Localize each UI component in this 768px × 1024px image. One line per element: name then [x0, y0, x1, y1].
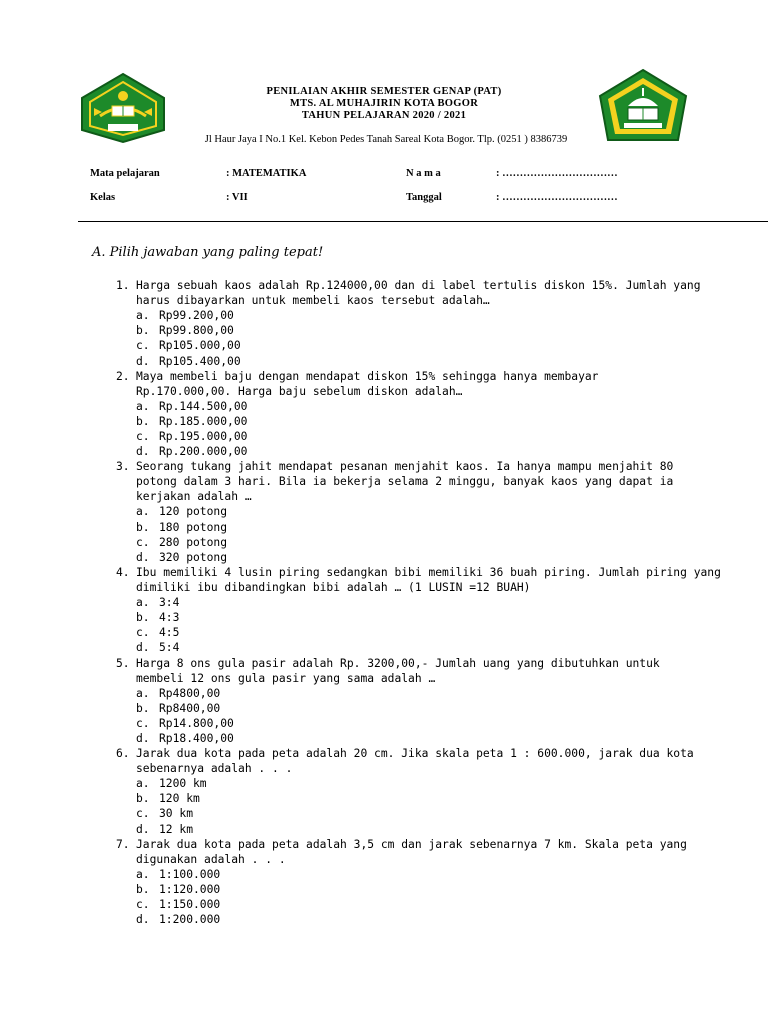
- option-text: Rp.195.000,00: [159, 429, 248, 443]
- kemenag-logo: [78, 72, 168, 144]
- option-text: Rp99.800,00: [159, 324, 234, 338]
- question-text: membeli 12 ons gula pasir yang sama adalah …: [136, 671, 436, 685]
- option-letter: c.: [136, 339, 150, 353]
- date-label: Tanggal: [406, 192, 442, 203]
- option-text: 1:120.000: [159, 882, 221, 896]
- option-text: 320 potong: [159, 550, 228, 564]
- option-text: Rp18.400,00: [159, 732, 234, 745]
- question-text: Jarak dua kota pada peta adalah 20 cm. Jika skala peta 1 : 600.000, jarak dua kota: [136, 747, 694, 761]
- name-label: N a m a: [406, 168, 441, 179]
- subject-label: Mata pelajaran: [90, 168, 160, 179]
- option-letter: d.: [136, 913, 150, 927]
- question-text: Rp.170.000,00. Harga baju sebelum diskon adalah…: [136, 384, 463, 398]
- option-letter: c.: [136, 535, 150, 549]
- date-field[interactable]: : ……………………………: [496, 192, 618, 203]
- option-letter: d.: [136, 445, 150, 459]
- option-letter: b.: [136, 324, 150, 338]
- madrasah-logo: [598, 68, 688, 144]
- class-label: Kelas: [90, 192, 116, 203]
- option-text: 30 km: [159, 807, 194, 821]
- option-text: 1:150.000: [159, 898, 221, 912]
- option-text: Rp14.800,00: [159, 716, 234, 730]
- option-letter: d.: [136, 550, 150, 564]
- option-letter: c.: [136, 898, 150, 912]
- option-text: 1:200.000: [159, 913, 221, 927]
- question-text: Harga 8 ons gula pasir adalah Rp. 3200,00,- Jumlah uang yang dibutuhkan untuk: [136, 656, 660, 670]
- question-number: 5.: [116, 656, 130, 670]
- school-address: Jl Haur Jaya I No.1 Kel. Kebon Pedes Tanah Sareal Kota Bogor. Tlp. (0251 ) 8386739: [204, 134, 568, 145]
- section-heading: A. Pilih jawaban yang paling tepat!: [92, 245, 324, 260]
- school-name: MTS. AL MUHAJIRIN KOTA BOGOR: [289, 98, 479, 109]
- question-number: 3.: [116, 460, 130, 474]
- option-text: 120 potong: [159, 505, 228, 519]
- option-letter: c.: [136, 626, 150, 640]
- option-text: Rp.144.500,00: [159, 399, 248, 413]
- exam-title: PENILAIAN AKHIR SEMESTER GENAP (PAT): [266, 86, 502, 97]
- option-letter: b.: [136, 882, 150, 896]
- question-text: harus dibayarkan untuk membeli kaos tersebut adalah…: [136, 294, 490, 308]
- question-text: digunakan adalah . . .: [136, 852, 286, 866]
- question-text: Harga sebuah kaos adalah Rp.124000,00 dan di label tertulis diskon 15%. Jumlah yang: [136, 279, 701, 292]
- question-text: sebenarnya adalah . . .: [136, 762, 293, 776]
- option-letter: b.: [136, 792, 150, 806]
- question-number: 2.: [116, 369, 130, 383]
- option-letter: b.: [136, 520, 150, 534]
- option-text: 180 potong: [159, 520, 228, 534]
- option-text: 12 km: [159, 822, 194, 836]
- option-letter: a.: [136, 867, 150, 881]
- option-letter: b.: [136, 414, 150, 428]
- option-text: Rp8400,00: [159, 701, 221, 715]
- option-text: Rp4800,00: [159, 686, 221, 700]
- option-letter: d.: [136, 354, 150, 368]
- question-text: potong dalam 3 hari. Bila ia bekerja selama 2 minggu, banyak kaos yang dapat ia: [136, 475, 674, 489]
- option-letter: b.: [136, 611, 150, 625]
- option-letter: c.: [136, 429, 150, 443]
- question-text: Ibu memiliki 4 lusin piring sedangkan bibi memiliki 36 buah piring. Jumlah piring yang: [136, 565, 721, 579]
- option-text: 1200 km: [159, 777, 207, 791]
- option-letter: a.: [136, 596, 150, 610]
- option-text: 4:3: [159, 611, 180, 625]
- option-text: Rp.200.000,00: [159, 445, 248, 459]
- option-letter: b.: [136, 701, 150, 715]
- subject-value: : MATEMATIKA: [226, 168, 307, 179]
- academic-year: TAHUN PELAJARAN 2020 / 2021: [301, 110, 467, 121]
- option-text: 5:4: [159, 641, 180, 655]
- question-text: Seorang tukang jahit mendapat pesanan menjahit kaos. Ia hanya mampu menjahit 80: [136, 460, 674, 474]
- class-value: : VII: [226, 192, 248, 203]
- question-number: 4.: [116, 565, 130, 579]
- option-letter: d.: [136, 641, 150, 655]
- question-text: dimiliki ibu dibandingkan bibi adalah … (1 LUSIN =12 BUAH): [136, 580, 531, 594]
- option-text: Rp105.000,00: [159, 339, 241, 353]
- option-text: 4:5: [159, 626, 180, 640]
- option-letter: a.: [136, 399, 150, 413]
- option-text: Rp99.200,00: [159, 309, 234, 323]
- option-text: 120 km: [159, 792, 200, 806]
- question-text: Jarak dua kota pada peta adalah 3,5 cm dan jarak sebenarnya 7 km. Skala peta yang: [136, 837, 687, 851]
- name-field[interactable]: : ……………………………: [496, 168, 618, 179]
- option-letter: d.: [136, 732, 150, 745]
- option-text: Rp105.400,00: [159, 354, 241, 368]
- option-letter: a.: [136, 309, 150, 323]
- option-text: 280 potong: [159, 535, 228, 549]
- option-text: 3:4: [159, 596, 180, 610]
- header-divider: [78, 221, 768, 222]
- option-text: 1:100.000: [159, 867, 221, 881]
- option-letter: a.: [136, 505, 150, 519]
- option-letter: a.: [136, 777, 150, 791]
- question-number: 1.: [116, 279, 130, 292]
- question-text: kerjakan adalah …: [136, 490, 252, 504]
- option-letter: c.: [136, 716, 150, 730]
- option-letter: d.: [136, 822, 150, 836]
- question-number: 6.: [116, 747, 130, 761]
- question-number: 7.: [116, 837, 130, 851]
- option-letter: a.: [136, 686, 150, 700]
- option-letter: c.: [136, 807, 150, 821]
- question-text: Maya membeli baju dengan mendapat diskon 15% sehingga hanya membayar: [136, 369, 599, 383]
- option-text: Rp.185.000,00: [159, 414, 248, 428]
